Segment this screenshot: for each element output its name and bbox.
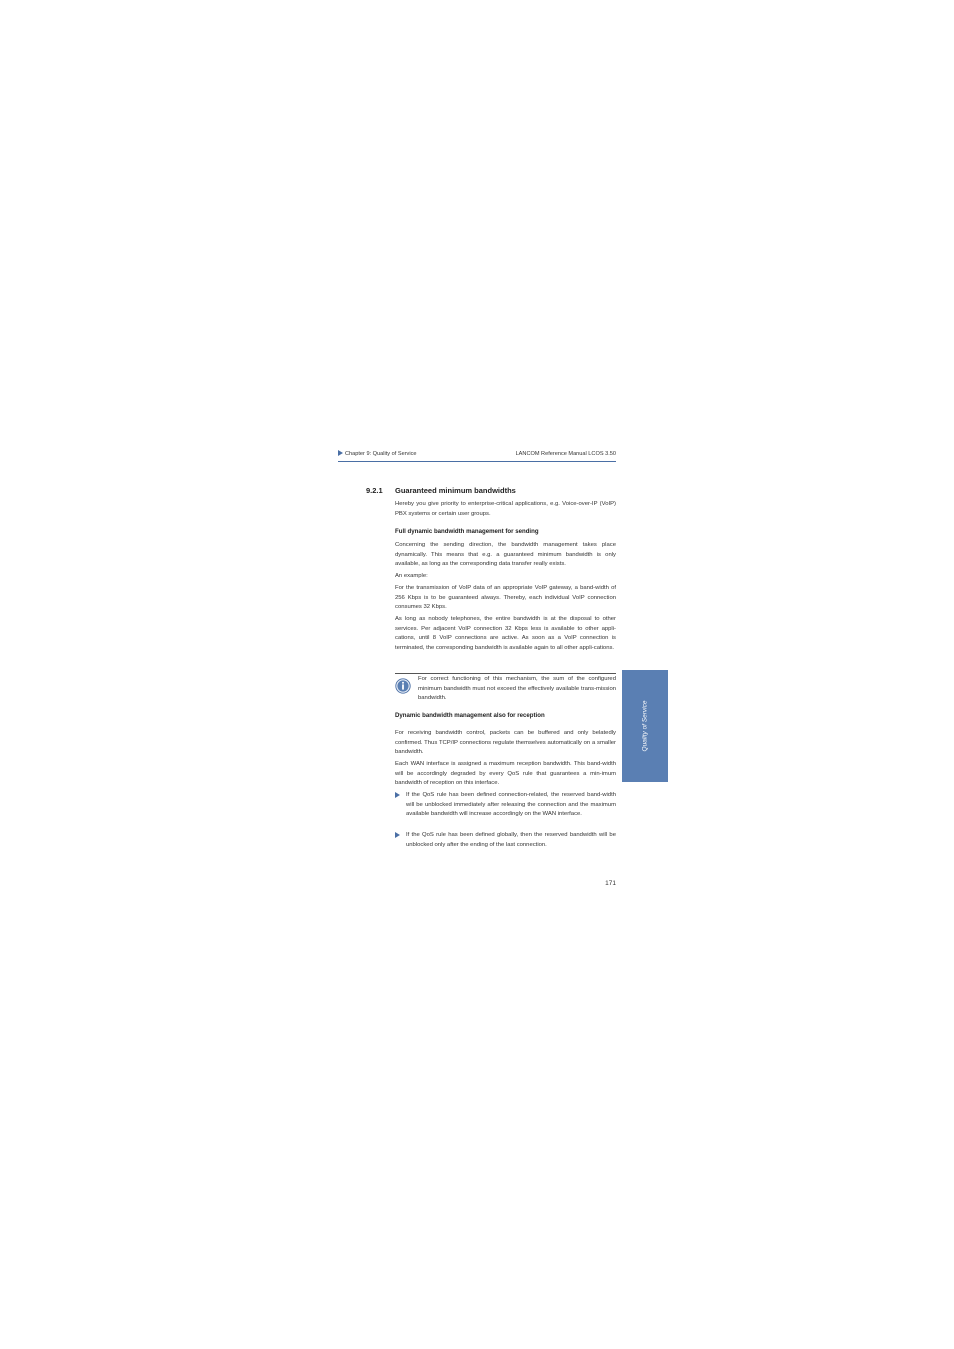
paragraph-reception: For receiving bandwidth control, packets can be buffered and only belatedly confirmed. Thus TCP/IP connections regulate themselves automatically on a smaller bandwidth.: [395, 730, 616, 756]
list-item: If the QoS rule has been defined globally, then the reserved bandwidth will be unblocked only after the ending of the last connection.: [406, 832, 616, 848]
paragraph-example: For the transmission of VoIP data of an appropriate VoIP gateway, a band-width of 256 Kbps is to be guaranteed always. Thereby, each individual VoIP connection consumes 32 Kbps.: [395, 585, 616, 611]
header-chapter-label: Chapter 9: Quality of Service: [345, 451, 417, 457]
paragraph-sending-dynamic: Concerning the sending direction, the bandwidth management takes place dynamically. This means that e.g. a guaranteed minimum bandwidth is only available, as long as the corresponding data transfer really exists.: [395, 542, 616, 568]
subheading-sending: Full dynamic bandwidth management for sending: [395, 528, 539, 535]
running-header: [338, 449, 616, 462]
page-number: 171: [605, 880, 616, 887]
bullet-triangle-icon: [395, 832, 400, 838]
paragraph-wan-interface: Each WAN interface is assigned a maximum reception bandwidth. This band-width will be accordingly degraded by every QoS rule that guarantees a min-imum bandwidth of reception on this interface.: [395, 761, 616, 787]
side-tab-label: Quality of Service: [641, 700, 649, 752]
bullet-triangle-icon: [395, 792, 400, 798]
intro-paragraph: Hereby you give priority to enterprise-critical applications, e.g. Voice-over-IP (VoIP) PBX systems or certain user groups.: [395, 501, 616, 517]
note-divider: [395, 673, 616, 674]
side-tab: [622, 670, 668, 782]
subheading-reception: Dynamic bandwidth management also for reception: [395, 712, 545, 719]
section-title: Guaranteed minimum bandwidths: [395, 486, 516, 495]
list-item: If the QoS rule has been defined connection-related, the reserved band-width will be unblocked immediately after releasing the connection and the maximum available bandwidth will increase accordingly on the WAN interface.: [406, 792, 616, 818]
note-text: For correct functioning of this mechanism, the sum of the configured minimum bandwidth must not exceed the effectively available trans-mission bandwidth.: [418, 676, 616, 702]
info-icon: [395, 678, 411, 694]
header-manual-title: LANCOM Reference Manual LCOS 3.50: [515, 451, 616, 457]
triangle-marker-icon: [338, 450, 343, 456]
header-chapter: [338, 449, 417, 459]
paragraph-example-label: An example:: [395, 573, 428, 579]
section-number: 9.2.1: [366, 486, 383, 495]
paragraph-telephony: As long as nobody telephones, the entire bandwidth is at the disposal to other services. Per adjacent VoIP connection 32 Kbps less is available to other appli-cations, until 8 VoIP connections are active. As soon as a VoIP connection is terminated, the corresponding bandwidth is available again to all other appli-cations.: [395, 616, 616, 652]
